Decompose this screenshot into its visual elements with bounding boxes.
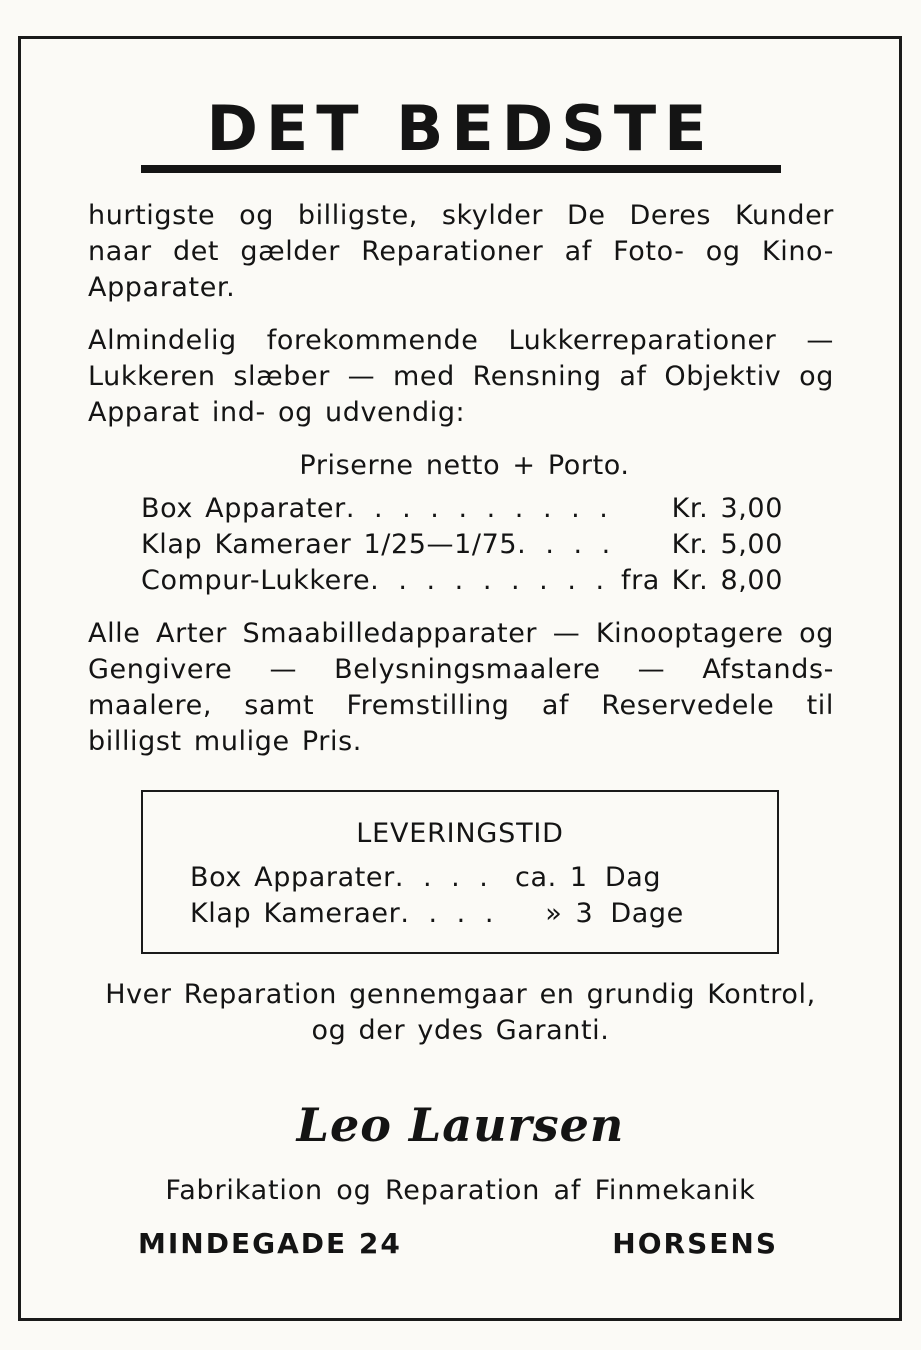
- price-row: [141, 563, 783, 599]
- delivery-row: [190, 896, 735, 932]
- address-street: MINDEGADE 24: [138, 1227, 402, 1260]
- price-item-suffix: fra: [621, 565, 660, 596]
- price-list: [141, 491, 783, 599]
- price-item-label: Klap Kameraer 1/25—1/75: [141, 529, 518, 560]
- company-tagline: Fabrikation og Reparation af Finmekanik: [165, 1175, 756, 1206]
- delivery-unit: Dag: [604, 862, 662, 893]
- guarantee-line-2: og der ydes Garanti.: [311, 1015, 610, 1046]
- delivery-title: LEVERINGSTID: [356, 818, 564, 849]
- price-row: [141, 491, 783, 527]
- services-paragraph: Alle Arter Smaabilledapparater — Kinooptagere og Gengivere — Belysningsmaalere — Afstands-maalere, samt Fremstilling af Reservedele til billigst mulige Pris.: [88, 618, 834, 757]
- delivery-time-box: [141, 790, 779, 954]
- leader-dots: [370, 563, 621, 599]
- leader-dots: [517, 527, 621, 563]
- leader-dots: [400, 896, 506, 932]
- headline-underline: [141, 165, 781, 173]
- price-item-value: Kr. 8,00: [671, 565, 783, 596]
- delivery-list: [190, 860, 735, 932]
- prices-note: Priserne netto + Porto.: [299, 450, 630, 481]
- price-row: [141, 527, 783, 563]
- delivery-row: [190, 860, 735, 896]
- guarantee-line-1: Hver Reparation gennemgaar en grundig Kontrol,: [105, 979, 816, 1010]
- address-city: HORSENS: [612, 1227, 778, 1260]
- price-item-label: Compur-Lukkere: [141, 565, 371, 596]
- signature-logo: Leo Laursen: [296, 1098, 625, 1152]
- delivery-prefix: ca.: [515, 862, 557, 893]
- price-item-value: Kr. 5,00: [671, 529, 783, 560]
- leader-dots: [346, 491, 621, 527]
- price-item-value: Kr. 3,00: [671, 493, 783, 524]
- delivery-amount: 3: [575, 898, 594, 929]
- delivery-item-label: Klap Kameraer: [190, 898, 401, 929]
- leader-dots: [395, 860, 501, 896]
- intro-paragraph: hurtigste og billigste, skylder De Deres Kunder naar det gælder Reparationer af Foto- og Kino-Apparater.: [88, 200, 834, 303]
- headline: DET BEDSTE: [206, 92, 715, 165]
- delivery-item-label: Box Apparater: [190, 862, 395, 893]
- delivery-prefix: »: [545, 898, 563, 929]
- delivery-unit: Dage: [610, 898, 684, 929]
- shutter-repair-paragraph: Almindelig forekommende Lukkerreparationer — Lukkeren slæber — med Rensning af Objektiv og Apparat ind- og udvendig:: [88, 325, 834, 428]
- delivery-amount: 1: [569, 862, 588, 893]
- price-item-label: Box Apparater: [141, 493, 346, 524]
